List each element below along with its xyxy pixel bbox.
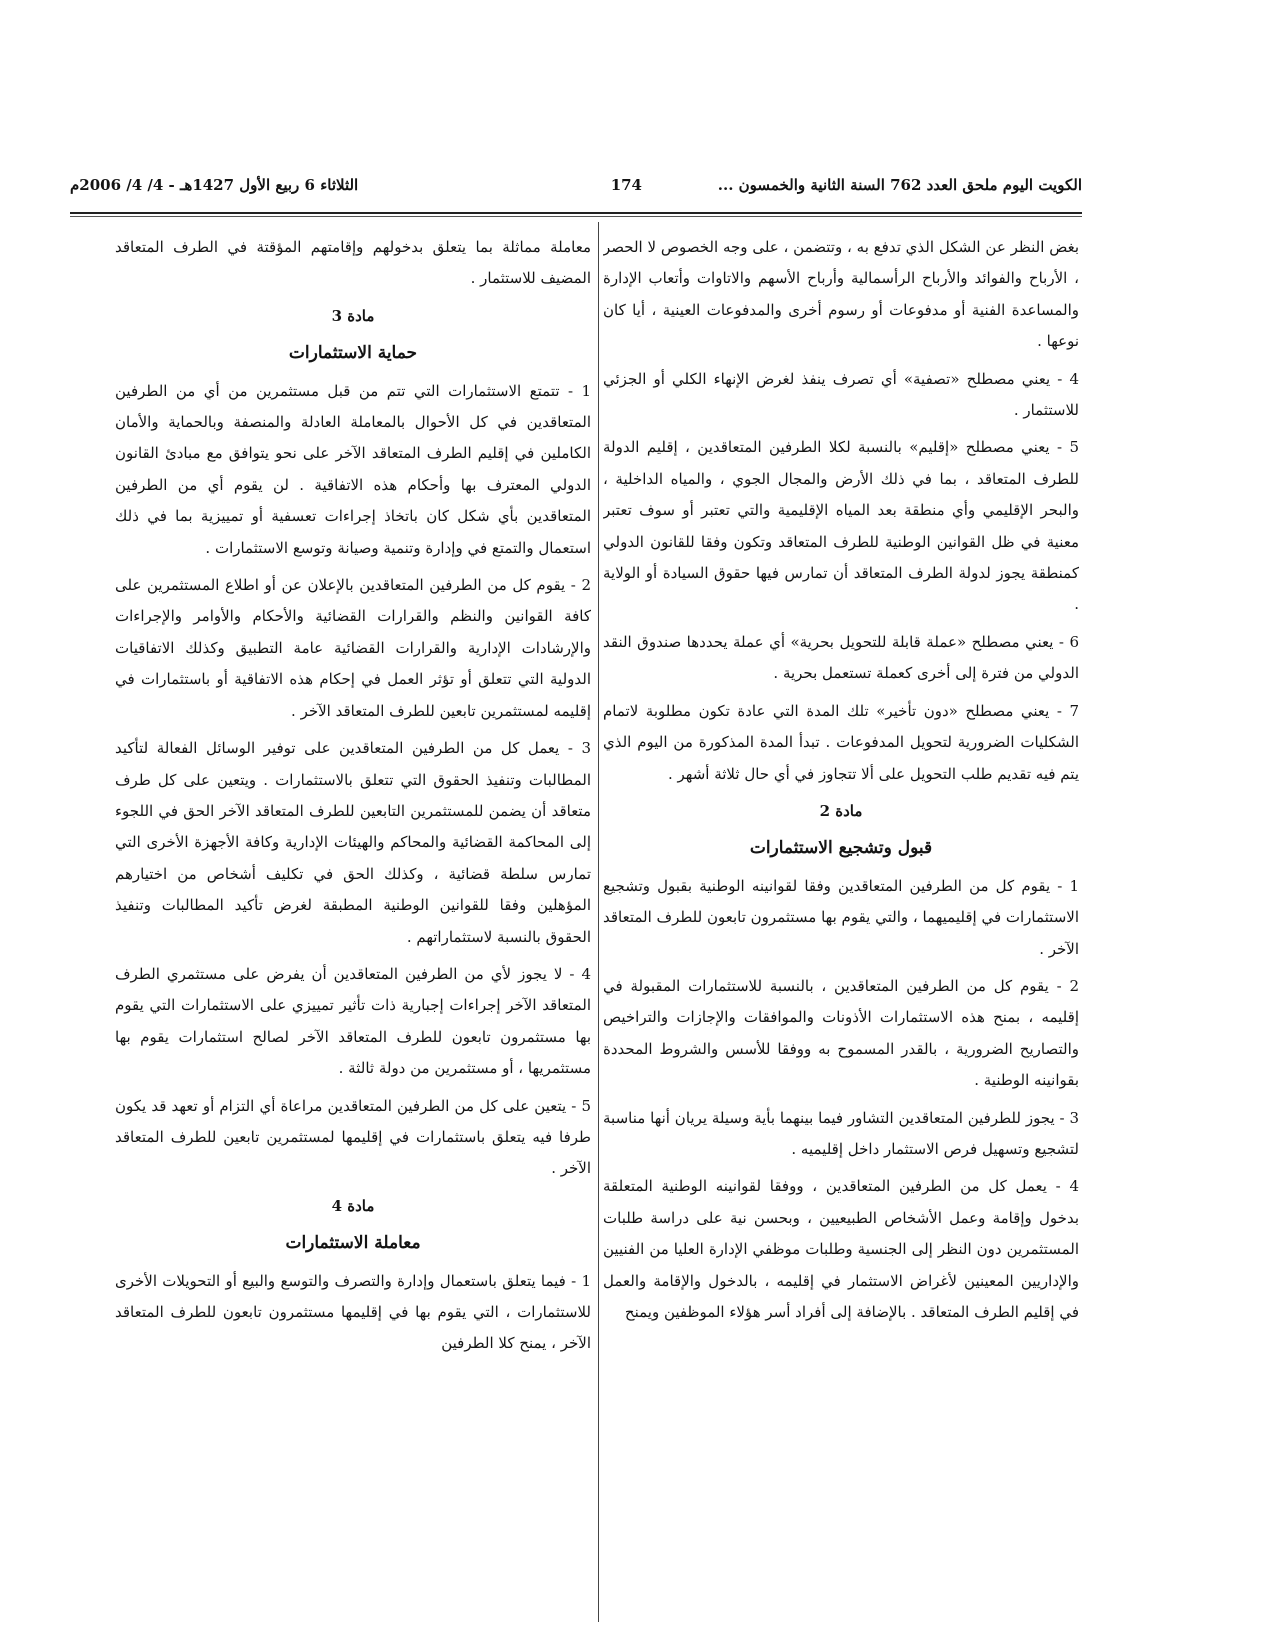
paragraph: 3 - يجوز للطرفين المتعاقدين التشاور فيما بينهما بأية وسيلة يريان أنها مناسبة لتشجيع وتسهيل فرص الاستثمار داخل إقليميه .	[603, 1108, 1079, 1158]
paragraph: 1 - فيما يتعلق باستعمال وإدارة والتصرف والتوسع والبيع أو التحويلات الأخرى للاستثمارات ، التي يقوم بها في إقليمها مستثمرون تابعون للطرف المتعاقد الآخر ، يمنح كلا الطرفين	[115, 1271, 591, 1353]
article-heading: قبول وتشجيع الاستثمارات	[749, 838, 933, 859]
paragraph: 1 - يقوم كل من الطرفين المتعاقدين وفقا لقوانينه الوطنية بقبول وتشجيع الاستثمارات في إقليميهما ، والتي يقوم بها مستثمرون تابعون للطرف المتعاقد الآخر .	[603, 876, 1079, 958]
paragraph: 1 - تتمتع الاستثمارات التي تتم من قبل مستثمرين من أي من الطرفين المتعاقدين في كل الأحوال بالمعاملة العادلة والمنصفة وبالحماية والأمان الكاملين في إقليم الطرف المتعاقد الآخر على نحو يتوافق مع مبادئ القانون الدولي المعترف بها وأحكام هذه الاتفاقية . لن يقوم أي من الطرفين المتعاقدين بأي شكل كان باتخاذ إجراءات تعسفية أو تمييزية بما في ذلك استعمال والتمتع في وإدارة وتنمية وصيانة وتوسع الاستثمارات .	[115, 381, 591, 557]
issue-date: الثلاثاء 6 ربيع الأول 1427هـ - 4/ 4/ 2006م	[70, 176, 359, 194]
paragraph: بغض النظر عن الشكل الذي تدفع به ، وتتضمن ، على وجه الخصوص لا الحصر ، الأرباح والفوائد والأرباح الرأسمالية وأرباح الأسهم والاتاوات وأتعاب الإدارة والمساعدة الفنية أو مدفوعات أو رسوم أخرى والمدفوعات العينية ، أيا كان نوعها .	[603, 238, 1079, 351]
paragraph: 5 - يعني مصطلح «إقليم» بالنسبة لكلا الطرفين المتعاقدين ، إقليم الدولة للطرف المتعاقد ، بما في ذلك الأرض والمجال الجوي ، والمياه الداخلية ، والبحر الإقليمي وأي منطقة بعد المياه الإقليمية والتي تعتبر أو سوف تعتبر معنية في ظل القوانين الوطنية للطرف المتعاقد وتكون وفقا للقانون الدولي كمنطقة يجوز لدولة الطرف المتعاقد أن تمارس فيها حقوق السيادة أو الولاية .	[603, 438, 1079, 614]
paragraph: 3 - يعمل كل من الطرفين المتعاقدين على توفير الوسائل الفعالة لتأكيد المطالبات وتنفيذ الحقوق التي تتعلق بالاستثمارات . ويتعين على كل طرف متعاقد أن يضمن للمستثمرين التابعين للطرف المتعاقد الآخر الحق في اللجوء إلى المحاكمة القضائية والمحاكم والهيئات الإدارية وكافة الأجهزة الأخرى التي تمارس سلطة قضائية ، وكذلك الحق في تكليف أشخاص من اختيارهم المؤهلين وفقا للقوانين الوطنية المطبقة لغرض تأكيد المطالبات وتنفيذ الحقوق بالنسبة لاستثماراتهم .	[115, 739, 591, 946]
paragraph: 5 - يتعين على كل من الطرفين المتعاقدين مراعاة أي التزام أو تعهد قد يكون طرفا فيه يتعلق باستثمارات في إقليمها لمستثمرين تابعين للطرف المتعاقد الآخر .	[115, 1096, 591, 1178]
header-rule-thin	[70, 216, 1082, 217]
column-divider	[598, 222, 599, 1622]
article-heading: حماية الاستثمارات	[288, 343, 418, 364]
article-number: مادة 2	[819, 801, 863, 820]
paragraph: 7 - يعني مصطلح «دون تأخير» تلك المدة التي عادة تكون مطلوبة لاتمام الشكليات الضرورية لتحويل المدفوعات . تبدأ المدة المذكورة من اليوم الذي يتم فيه تقديم طلب التحويل على ألا تتجاوز في أي حال ثلاثة أشهر .	[603, 701, 1079, 783]
article-heading: معاملة الاستثمارات	[285, 1233, 421, 1254]
paragraph: 4 - يعمل كل من الطرفين المتعاقدين ، ووفقا لقوانينه الوطنية المتعلقة بدخول وإقامة وعمل الأشخاص الطبيعيين ، وبحسن نية على دراسة طلبات المستثمرين دون النظر إلى الجنسية وطلبات موظفي الإدارة العليا من الفنيين والإداريين المعينين لأغراض الاستثمار في إقليمه ، بالدخول والإقامة والعمل في إقليم الطرف المتعاقد . بالإضافة إلى أفراد أسر هؤلاء الموظفين ويمنح	[603, 1177, 1079, 1321]
page-number: 174	[610, 176, 642, 194]
right-column	[603, 232, 1079, 1607]
publication-title: الكويت اليوم ملحق العدد 762 السنة الثانية والخمسون ...	[717, 176, 1082, 194]
left-column	[115, 232, 591, 1607]
paragraph: معاملة مماثلة بما يتعلق بدخولهم وإقامتهم المؤقتة في الطرف المتعاقد المضيف للاستثمار .	[115, 238, 591, 288]
page-header	[70, 172, 1082, 202]
header-rule	[70, 212, 1082, 214]
paragraph: 6 - يعني مصطلح «عملة قابلة للتحويل بحرية» أي عملة يحددها صندوق النقد الدولي من فترة إلى أخرى كعملة تستعمل بحرية .	[603, 632, 1079, 683]
article-number: مادة 4	[331, 1196, 375, 1215]
article-number: مادة 3	[331, 306, 375, 325]
paragraph: 4 - يعني مصطلح «تصفية» أي تصرف ينفذ لغرض الإنهاء الكلي أو الجزئي للاستثمار .	[603, 369, 1079, 420]
paragraph: 4 - لا يجوز لأي من الطرفين المتعاقدين أن يفرض على مستثمري الطرف المتعاقد الآخر إجراءات إجبارية ذات تأثير تمييزي على الاستثمارات التي يقوم بها مستثمرون تابعون للطرف المتعاقد الآخر لصالح استثمارات يقوم بها مستثمريها ، أو مستثمرين من دولة ثالثة .	[115, 964, 591, 1078]
paragraph: 2 - يقوم كل من الطرفين المتعاقدين بالإعلان عن أو اطلاع المستثمرين على كافة القوانين والنظم والقرارات القضائية والأحكام والأوامر والإجراءات والإرشادات الإدارية والقرارات القضائية عامة التطبيق وكذلك الاتفاقيات الدولية التي تتعلق أو تؤثر العمل في إحكام هذه الاتفاقية أو باستثمارات في إقليمه لمستثمرين تابعين للطرف المتعاقد الآخر .	[115, 576, 591, 720]
paragraph: 2 - يقوم كل من الطرفين المتعاقدين ، بالنسبة للاستثمارات المقبولة في إقليمه ، بمنح هذه الاستثمارات الأذونات والموافقات والإجازات والتراخيص والتصاريح الضرورية ، بالقدر المسموح به ووفقا للأسس والشروط المحددة بقوانينه الوطنية .	[603, 976, 1079, 1090]
